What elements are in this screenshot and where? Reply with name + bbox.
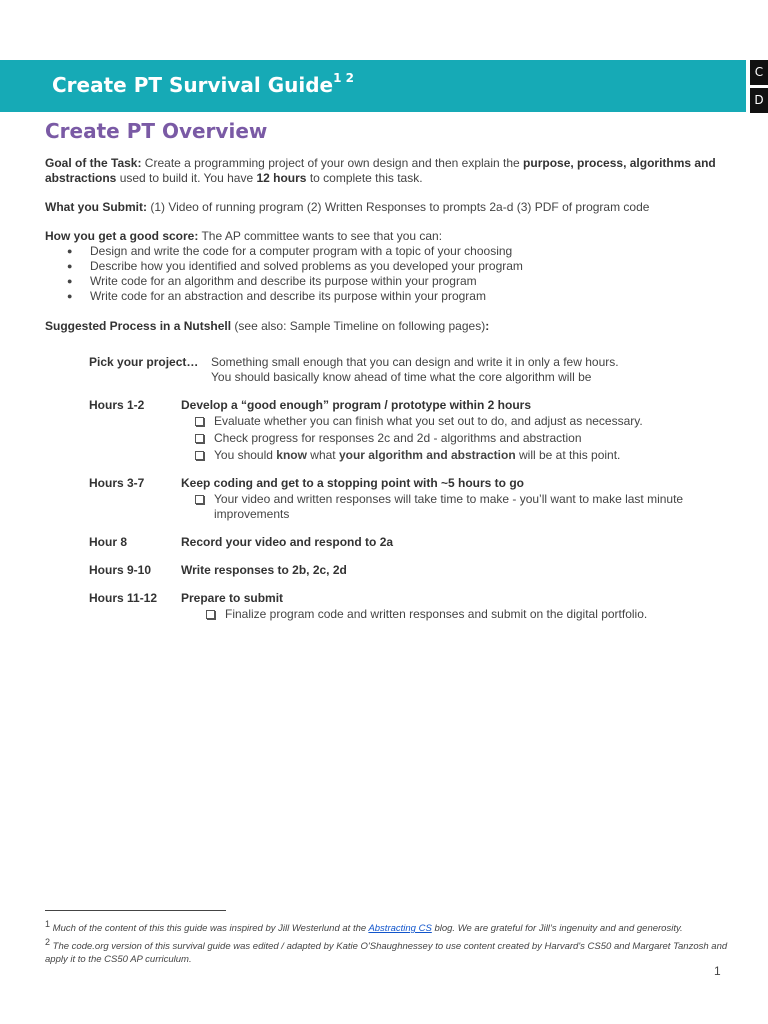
abstracting-cs-link[interactable]: Abstracting CS [368, 923, 432, 935]
title-footnote-refs[interactable]: 1 2 [333, 71, 354, 86]
list-item: ● Design and write the code for a computer program with a topic of your choosing [45, 244, 523, 259]
footnote-2: $^2$ The code.org version of this survival guide was edited / adapted by Katie O'Shaughnessey to use content created by Harvard's CS50 and Margaret Tanzosh and apply it to the CS50 AP curriculum. [45, 937, 728, 966]
footnote-1: $^1$ Much of the content of this this guide was inspired by Jill Westerlund at the Abstracting CS blog. We are grateful for Jill’s ingenuity and and generosity. [45, 919, 683, 935]
pick-project-text: Something small enough that you can design and write it in only a few hours. You should basically know ahead of time what the core algorithm will be [211, 355, 619, 384]
list-item: ● Describe how you identified and solved problems as you developed your program [45, 259, 523, 274]
list-item: ● Write code for an algorithm and describe its purpose within your program [45, 274, 523, 289]
phase-label: Hours 11-12 [89, 591, 158, 605]
pick-project-step [89, 355, 729, 387]
guide-title: Create PT Survival Guide$^{1 2}$ [52, 71, 354, 97]
process-paragraph: Suggested Process in a Nutshell (see also: Sample Timeline on following pages): [45, 319, 490, 333]
list-item: Finalize program code and written responses and submit on the digital portfolio. [203, 607, 763, 622]
footnote-divider [45, 910, 226, 911]
header-banner [0, 60, 746, 112]
score-criteria-list [45, 244, 523, 304]
list-item: Evaluate whether you can finish what you set out to do, and adjust as necessary. [192, 414, 752, 429]
phase-title: Write responses to 2b, 2c, 2d [181, 563, 347, 577]
phase-label: Hour 8 [89, 535, 128, 549]
phase-title: Develop a “good enough” program / prototype within 2 hours [181, 398, 532, 412]
phase-label: Hours 9-10 [89, 563, 152, 577]
phase-label: Hours 1-2 [89, 398, 145, 412]
phase-title: Keep coding and get to a stopping point with ~5 hours to go [181, 476, 524, 490]
logo-letter-d: D [750, 88, 768, 113]
list-item: ● Write code for an abstraction and describe its purpose within your program [45, 289, 523, 304]
list-item: You should know what your algorithm and abstraction will be at this point. [192, 448, 752, 463]
goal-paragraph: Goal of the Task: Create a programming project of your own design and then explain the purpose, process, algorithms and abstractions used to build it. You have 12 hours to complete this task. [45, 156, 716, 185]
list-item: Check progress for responses 2c and 2d - algorithms and abstraction [192, 431, 752, 446]
phase-title: Prepare to submit [181, 591, 284, 605]
score-paragraph: How you get a good score: The AP committee wants to see that you can: [45, 229, 443, 243]
phase-title: Record your video and respond to 2a [181, 535, 394, 549]
list-item: Your video and written responses will take time to make - you’ll want to make last minute improvements [192, 492, 752, 522]
phase-steps [192, 414, 752, 465]
phase-label: Hours 3-7 [89, 476, 145, 490]
phase-steps [203, 607, 763, 624]
logo-letter-c: C [750, 60, 768, 85]
overview-heading: Create PT Overview [45, 119, 268, 143]
submit-paragraph: What you Submit: (1) Video of running program (2) Written Responses to prompts 2a-d (3) PDF of program code [45, 200, 650, 214]
phase-steps [192, 492, 752, 524]
page-number: 1 [714, 964, 721, 978]
pick-project-label: Pick your project… [89, 355, 199, 369]
